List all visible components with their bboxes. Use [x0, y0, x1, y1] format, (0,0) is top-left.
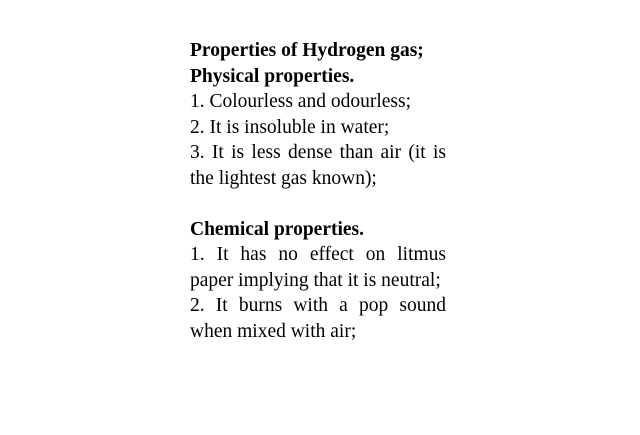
chemical-properties-heading: Chemical properties.: [190, 218, 365, 240]
physical-property-item: 3. It is less dense than air (it is the lightest gas known);: [190, 142, 446, 189]
document-title: Properties of Hydrogen gas;: [190, 40, 424, 61]
chemical-property-item: 2. It burns with a pop sound when mixed with air;: [190, 295, 446, 342]
physical-property-item: 2. It is insoluble in water;: [190, 116, 390, 138]
document-body: [190, 38, 446, 344]
physical-properties-heading: Physical properties.: [190, 65, 355, 87]
chemical-property-item: 1. It has no effect on litmus paper implying that it is neutral;: [190, 244, 446, 291]
section-spacer: [190, 191, 446, 217]
physical-property-item: 1. Colourless and odourless;: [190, 91, 411, 112]
